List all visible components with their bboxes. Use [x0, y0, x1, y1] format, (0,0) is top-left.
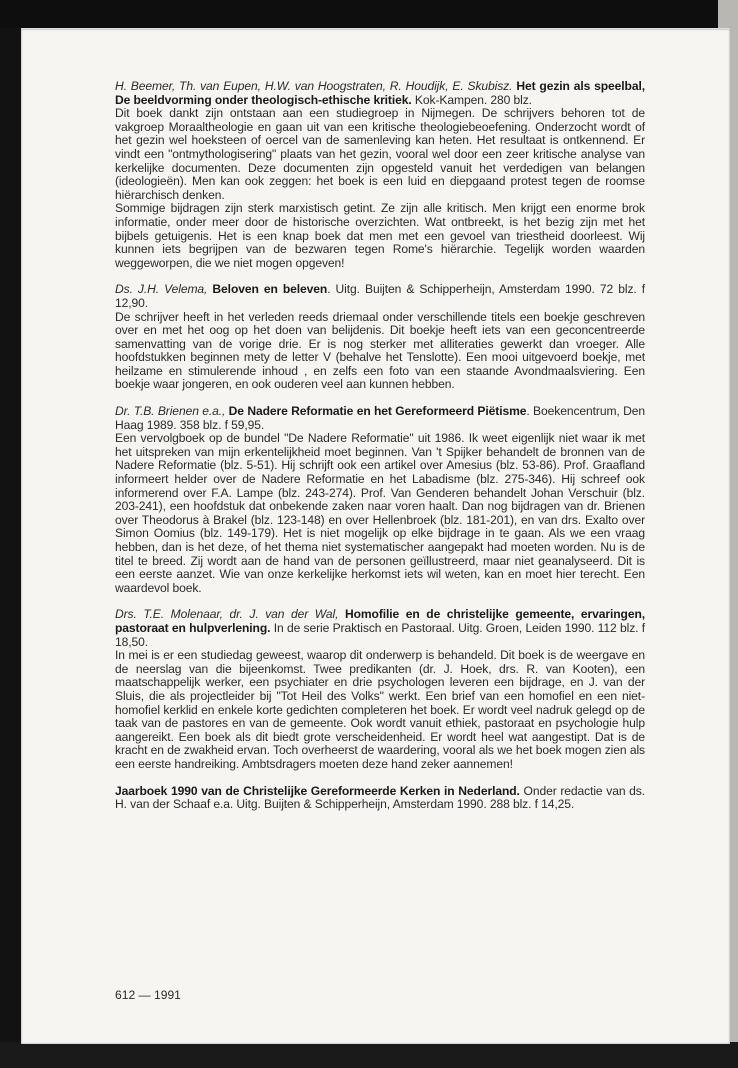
entry-author: Drs. T.E. Molenaar, dr. J. van der Wal,: [115, 607, 339, 622]
entry-publication: . Uitg. Buijten & Schipperheijn, Amsterdam 1990. 72 blz. f 12,90.: [115, 282, 645, 310]
entry-header: [115, 80, 645, 107]
entry-paragraph: Een vervolgboek op de bundel "De Nadere Reformatie" uit 1986. Ik weet eigenlijk niet waar ik met het uitspreken van mijn erkentelijkheid moet beginnen. Van 't Spijker behandelt de bronnen van de Nadere Reformatie (blz. 5-51). Hij schrijft ook een artikel over Amesius (blz. 53-86). Prof. Graafland informeert helder over de Nadere Reformatie en het Labadisme (blz. 275-346). Hij schreef ook informerend over F.A. Lampe (blz. 243-274). Prof. Van Genderen behandelt Johan Verschuir (blz. 203-241), een hoofdstuk dat onbekende zaken naar voren haalt. Dan nog bijdragen van dr. Brienen over Theodorus à Brakel (blz. 123-148) en over Hellenbroek (blz. 181-201), en van drs. Exalto over Simon Oomius (blz. 149-179). Het is niet mogelijk op elke bijdrage in te gaan. Als we een vraag hebben, dan is het deze, of het thema niet systematischer aangepakt had moeten worden. Nu is de titel te breed. Zij wordt aan de hand van de personen geïllustreerd, maar niet geanalyseerd. Dit is een eerste aanzet. Wie van onze kerkelijke herkomst iets wil weten, kan en moet hier terecht. Een waardevol boek.: [115, 431, 645, 595]
book-review-column: [115, 80, 645, 825]
review-entry: [115, 608, 645, 771]
entry-paragraph: In mei is er een studiedag geweest, waarop dit onderwerp is behandeld. Dit boek is de weergave en de neerslag van die bijeenkomst. Twee predikanten (dr. J. Hoek, drs. R. van Kooten), een maatschappelijk werker, een psychiater en drie psychologen leveren een bijdrage, en J. van der Sluis, die als projectleider bij "Tot Heil des Volks" werkt. Een brief van een homofiel en een niet-homofiel kerklid en enkele korte gedichten completeren het boek. Er wordt veel nadruk gelegd op de taak van de pastores en van de gemeente. Ook wordt vanuit ethiek, pastoraat en psychologie hulp aangereikt. Een boek als dit biedt grote verscheidenheid. Er wordt heel wat aangestipt. Dat is de kracht en de zwakheid ervan. Toch overheerst de waardering, vooral als we het boek mogen zien als een eerste handreiking. Ambtsdragers moeten deze hand zeker aannemen!: [115, 648, 645, 771]
entry-author: Ds. J.H. Velema,: [115, 282, 208, 297]
entry-header: [115, 405, 645, 432]
review-entry: [115, 80, 645, 270]
entry-header: [115, 283, 645, 310]
review-entry: [115, 283, 645, 392]
entry-publication: Kok-Kampen. 280 blz.: [414, 92, 532, 107]
entry-author: H. Beemer, Th. van Eupen, H.W. van Hoogstraten, R. Houdijk, E. Skubisz.: [115, 79, 513, 93]
page-footer: 612 — 1991: [115, 988, 181, 1002]
entry-author: Dr. T.B. Brienen e.a.,: [115, 404, 226, 419]
entry-header: [115, 608, 645, 649]
entry-paragraph: Sommige bijdragen zijn sterk marxistisch getint. Ze zijn alle kritisch. Men krijgt een enorme brok informatie, onder meer door de historische overzichten. Wat ontbreekt, is het bezig zijn met het bijbels getuigenis. Het is een knap boek dat men met een gevoel van triestheid doorleest. Wij kunnen iets begrijpen van de bezwaren tegen Rome's hiërarchie. Tegelijk worden waarden weggeworpen, die we niet mogen opgeven!: [115, 201, 645, 270]
entry-title: De Nadere Reformatie en het Gereformeerd Piëtisme: [228, 404, 527, 419]
entry-paragraph: De schrijver heeft in het verleden reeds driemaal onder verschillende titels een boekje geschreven over en met het oog op het doen van belijdenis. Dit boekje heeft iets van een geconcentreerde samenvatting van de vorige drie. Er is nog sterker met alliteraties gewerkt dan vroeger. Alle hoofdstukken beginnen mety de letter V (behalve het Tenslotte). Een mooi uitgevoerd boekje, met heilzame en stimulerende inhoud , en zelfs een foto van een staande Avondmaalsviering. Een boekje waar jongeren, en ook ouderen veel aan kunnen hebben.: [115, 309, 645, 392]
scan-border-bottom: [0, 1042, 738, 1068]
entry-publication: Onder redactie van ds. H. van der Schaaf e.a. Uitg. Buijten & Schipperheijn, Amsterdam 1990. 288 blz. f 14,25.: [115, 783, 646, 812]
entry-title: Homofilie en de christelijke gemeente, ervaringen, pastoraat en hulpverlening.: [115, 607, 645, 635]
entry-title: Beloven en beleven: [212, 282, 328, 297]
entry-title: Het gezin als speelbal, De beeldvorming onder theologisch-ethische kritiek.: [115, 79, 645, 107]
review-entry: [115, 405, 645, 595]
entry-publication: . Boekencentrum, Den Haag 1989. 358 blz. f 59,95.: [115, 404, 645, 432]
entry-paragraph: Dit boek dankt zijn ontstaan aan een studiegroep in Nijmegen. De schrijvers behoren tot de vakgroep Moraaltheologie en gaan uit van een kritische theologiebeoefening. Onderzocht wordt of het gezin wel hoeksteen of oercel van de samenleving kan heten. Het resultaat is ontkennend. Er vindt een "ontmythologisering" plaats van het gezin, vooral wel door een zeer kritische analyse van kerkelijke documenten. Deze documenten zijn opgesteld vanuit het verdedigen van belangen (ideologieën). Men kan ook zeggen: het boek is een luid en diepgaand protest tegen de roomse hiërarchisch denken.: [115, 106, 645, 202]
review-entry: [115, 785, 645, 812]
scan-border-top: [0, 0, 738, 28]
entry-publication: In de serie Praktisch en Pastoraal. Uitg. Groen, Leiden 1990. 112 blz. f 18,50.: [115, 620, 645, 649]
entry-header: [115, 785, 645, 812]
entry-title: Jaarboek 1990 van de Christelijke Gereformeerde Kerken in Nederland.: [115, 783, 520, 798]
